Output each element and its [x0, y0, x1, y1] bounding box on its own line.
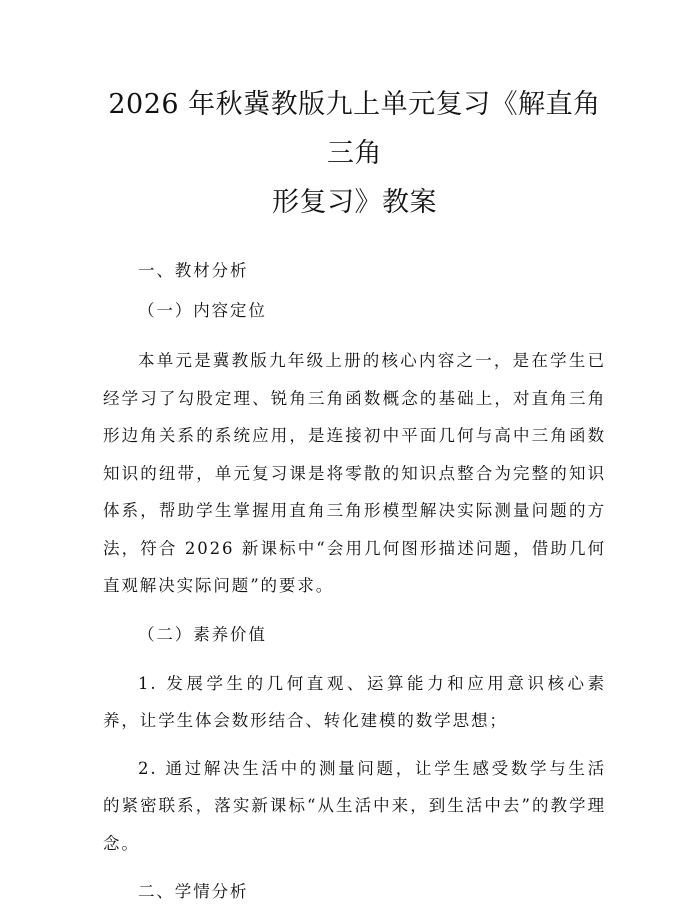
- literacy-value-item-1: 1. 发展学生的几何直观、运算能力和应用意识核心素养，让学生体会数形结合、转化建模的数学思想；: [103, 673, 606, 730]
- paragraph-spacer: [103, 655, 606, 665]
- title-line-2: 形复习》教案: [272, 187, 437, 218]
- section-heading-learning-situation-analysis: 二、学情分析: [138, 882, 249, 901]
- title-line-1: 2026 年秋冀教版九上单元复习《解直角三角: [108, 89, 601, 169]
- section-heading-teaching-material-analysis: 一、教材分析: [138, 261, 249, 280]
- document-title: [103, 0, 606, 227]
- subsection-heading-literacy-value: （二）素养价值: [138, 624, 267, 644]
- paragraph-spacer: [103, 862, 606, 872]
- paragraph-spacer: [103, 605, 606, 615]
- content-positioning-paragraph: 本单元是冀教版九年级上册的核心内容之一，是在学生已经学习了勾股定理、锐角三角函数概念的基础上，对直角三角形边角关系的系统应用，是连接初中平面几何与高中三角函数知识的纽带，单元复习课是将零散的知识点整合为完整的知识体系，帮助学生掌握用直角三角形模型解决实际测量问题的方法，符合 2026 新课标中“会用几何图形描述问题，借助几何直观解决实际问题”的要求。: [103, 351, 606, 595]
- subsection-heading-content-positioning: （一）内容定位: [138, 301, 267, 320]
- paragraph-spacer: [103, 740, 606, 750]
- literacy-value-item-2: 2. 通过解决生活中的测量问题，让学生感受数学与生活的紧密联系，落实新课标“从生活中来，到生活中去”的教学理念。: [103, 758, 606, 853]
- document-body: [103, 251, 606, 912]
- paragraph-spacer: [103, 331, 606, 342]
